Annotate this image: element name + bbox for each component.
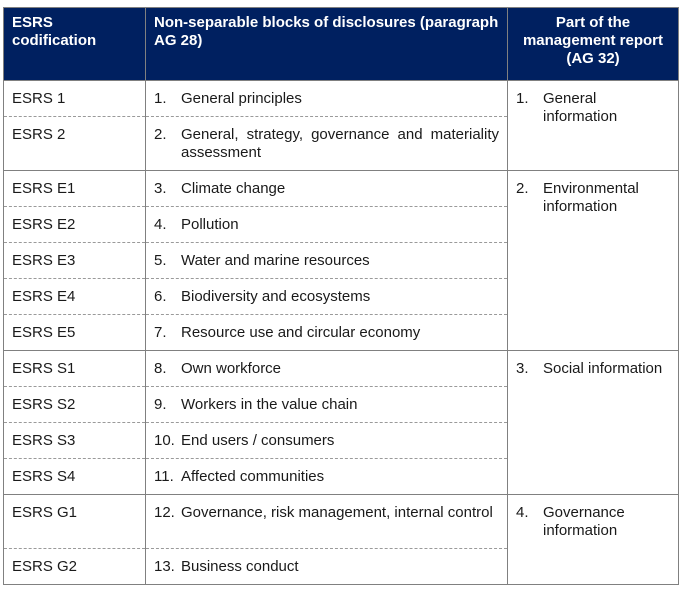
block-title: Governance, risk management, internal control [181, 504, 493, 521]
disclosure-block [146, 423, 508, 459]
header-esrs-codification: ESRS codification [4, 8, 146, 81]
block-title: General, strategy, governance and materiality assessment [181, 126, 499, 161]
table-row [4, 495, 679, 549]
block-title: Affected communities [181, 468, 325, 485]
part-number: 4. [516, 504, 529, 521]
report-part [508, 495, 679, 585]
block-number: 8. [154, 360, 167, 377]
part-number: 2. [516, 180, 529, 197]
block-title: Pollution [181, 216, 239, 233]
disclosure-block [146, 171, 508, 207]
header-management-report-part: Part of the management report (AG 32) [508, 8, 679, 81]
block-number: 2. [154, 126, 167, 143]
block-number: 4. [154, 216, 167, 233]
report-part [508, 171, 679, 351]
esrs-code: ESRS E4 [4, 279, 146, 315]
disclosure-block [146, 387, 508, 423]
esrs-code: ESRS S3 [4, 423, 146, 459]
table-row [4, 171, 679, 207]
disclosure-block [146, 207, 508, 243]
disclosure-block [146, 279, 508, 315]
part-title: Environmental information [543, 180, 639, 215]
esrs-code: ESRS G2 [4, 549, 146, 585]
esrs-code: ESRS 2 [4, 117, 146, 171]
block-number: 9. [154, 396, 167, 413]
part-number: 3. [516, 360, 529, 377]
block-number: 6. [154, 288, 167, 305]
header-disclosure-blocks: Non-separable blocks of disclosures (paragraph AG 28) [146, 8, 508, 81]
esrs-code: ESRS E5 [4, 315, 146, 351]
part-title: Social information [543, 360, 663, 377]
disclosure-block [146, 243, 508, 279]
esrs-code: ESRS E2 [4, 207, 146, 243]
esrs-code: ESRS E3 [4, 243, 146, 279]
disclosure-block [146, 117, 508, 171]
esrs-table [3, 7, 679, 585]
block-title: Resource use and circular economy [181, 324, 421, 341]
block-number: 5. [154, 252, 167, 269]
disclosure-block [146, 495, 508, 549]
block-number: 11. [154, 468, 174, 485]
block-title: General principles [181, 90, 302, 107]
block-number: 10. [154, 432, 175, 449]
part-number: 1. [516, 90, 529, 107]
disclosure-block [146, 549, 508, 585]
disclosure-block [146, 459, 508, 495]
esrs-code: ESRS E1 [4, 171, 146, 207]
disclosure-block [146, 315, 508, 351]
esrs-code: ESRS S1 [4, 351, 146, 387]
block-title: Climate change [181, 180, 286, 197]
block-title: Workers in the value chain [181, 396, 358, 413]
header-row [4, 8, 679, 81]
esrs-code: ESRS G1 [4, 495, 146, 549]
block-title: Business conduct [181, 558, 299, 575]
disclosure-block [146, 81, 508, 117]
block-title: Water and marine resources [181, 252, 370, 269]
part-title: Governance information [543, 504, 625, 539]
block-number: 12. [154, 504, 175, 521]
esrs-code: ESRS 1 [4, 81, 146, 117]
esrs-code: ESRS S2 [4, 387, 146, 423]
report-part [508, 81, 679, 171]
table-row [4, 351, 679, 387]
block-number: 3. [154, 180, 167, 197]
block-number: 7. [154, 324, 167, 341]
report-part [508, 351, 679, 495]
block-title: Biodiversity and ecosystems [181, 288, 371, 305]
esrs-code: ESRS S4 [4, 459, 146, 495]
disclosure-block [146, 351, 508, 387]
block-number: 1. [154, 90, 167, 107]
part-title: General information [543, 90, 618, 125]
table-row [4, 81, 679, 117]
block-title: End users / consumers [181, 432, 335, 449]
block-number: 13. [154, 558, 175, 575]
block-title: Own workforce [181, 360, 282, 377]
